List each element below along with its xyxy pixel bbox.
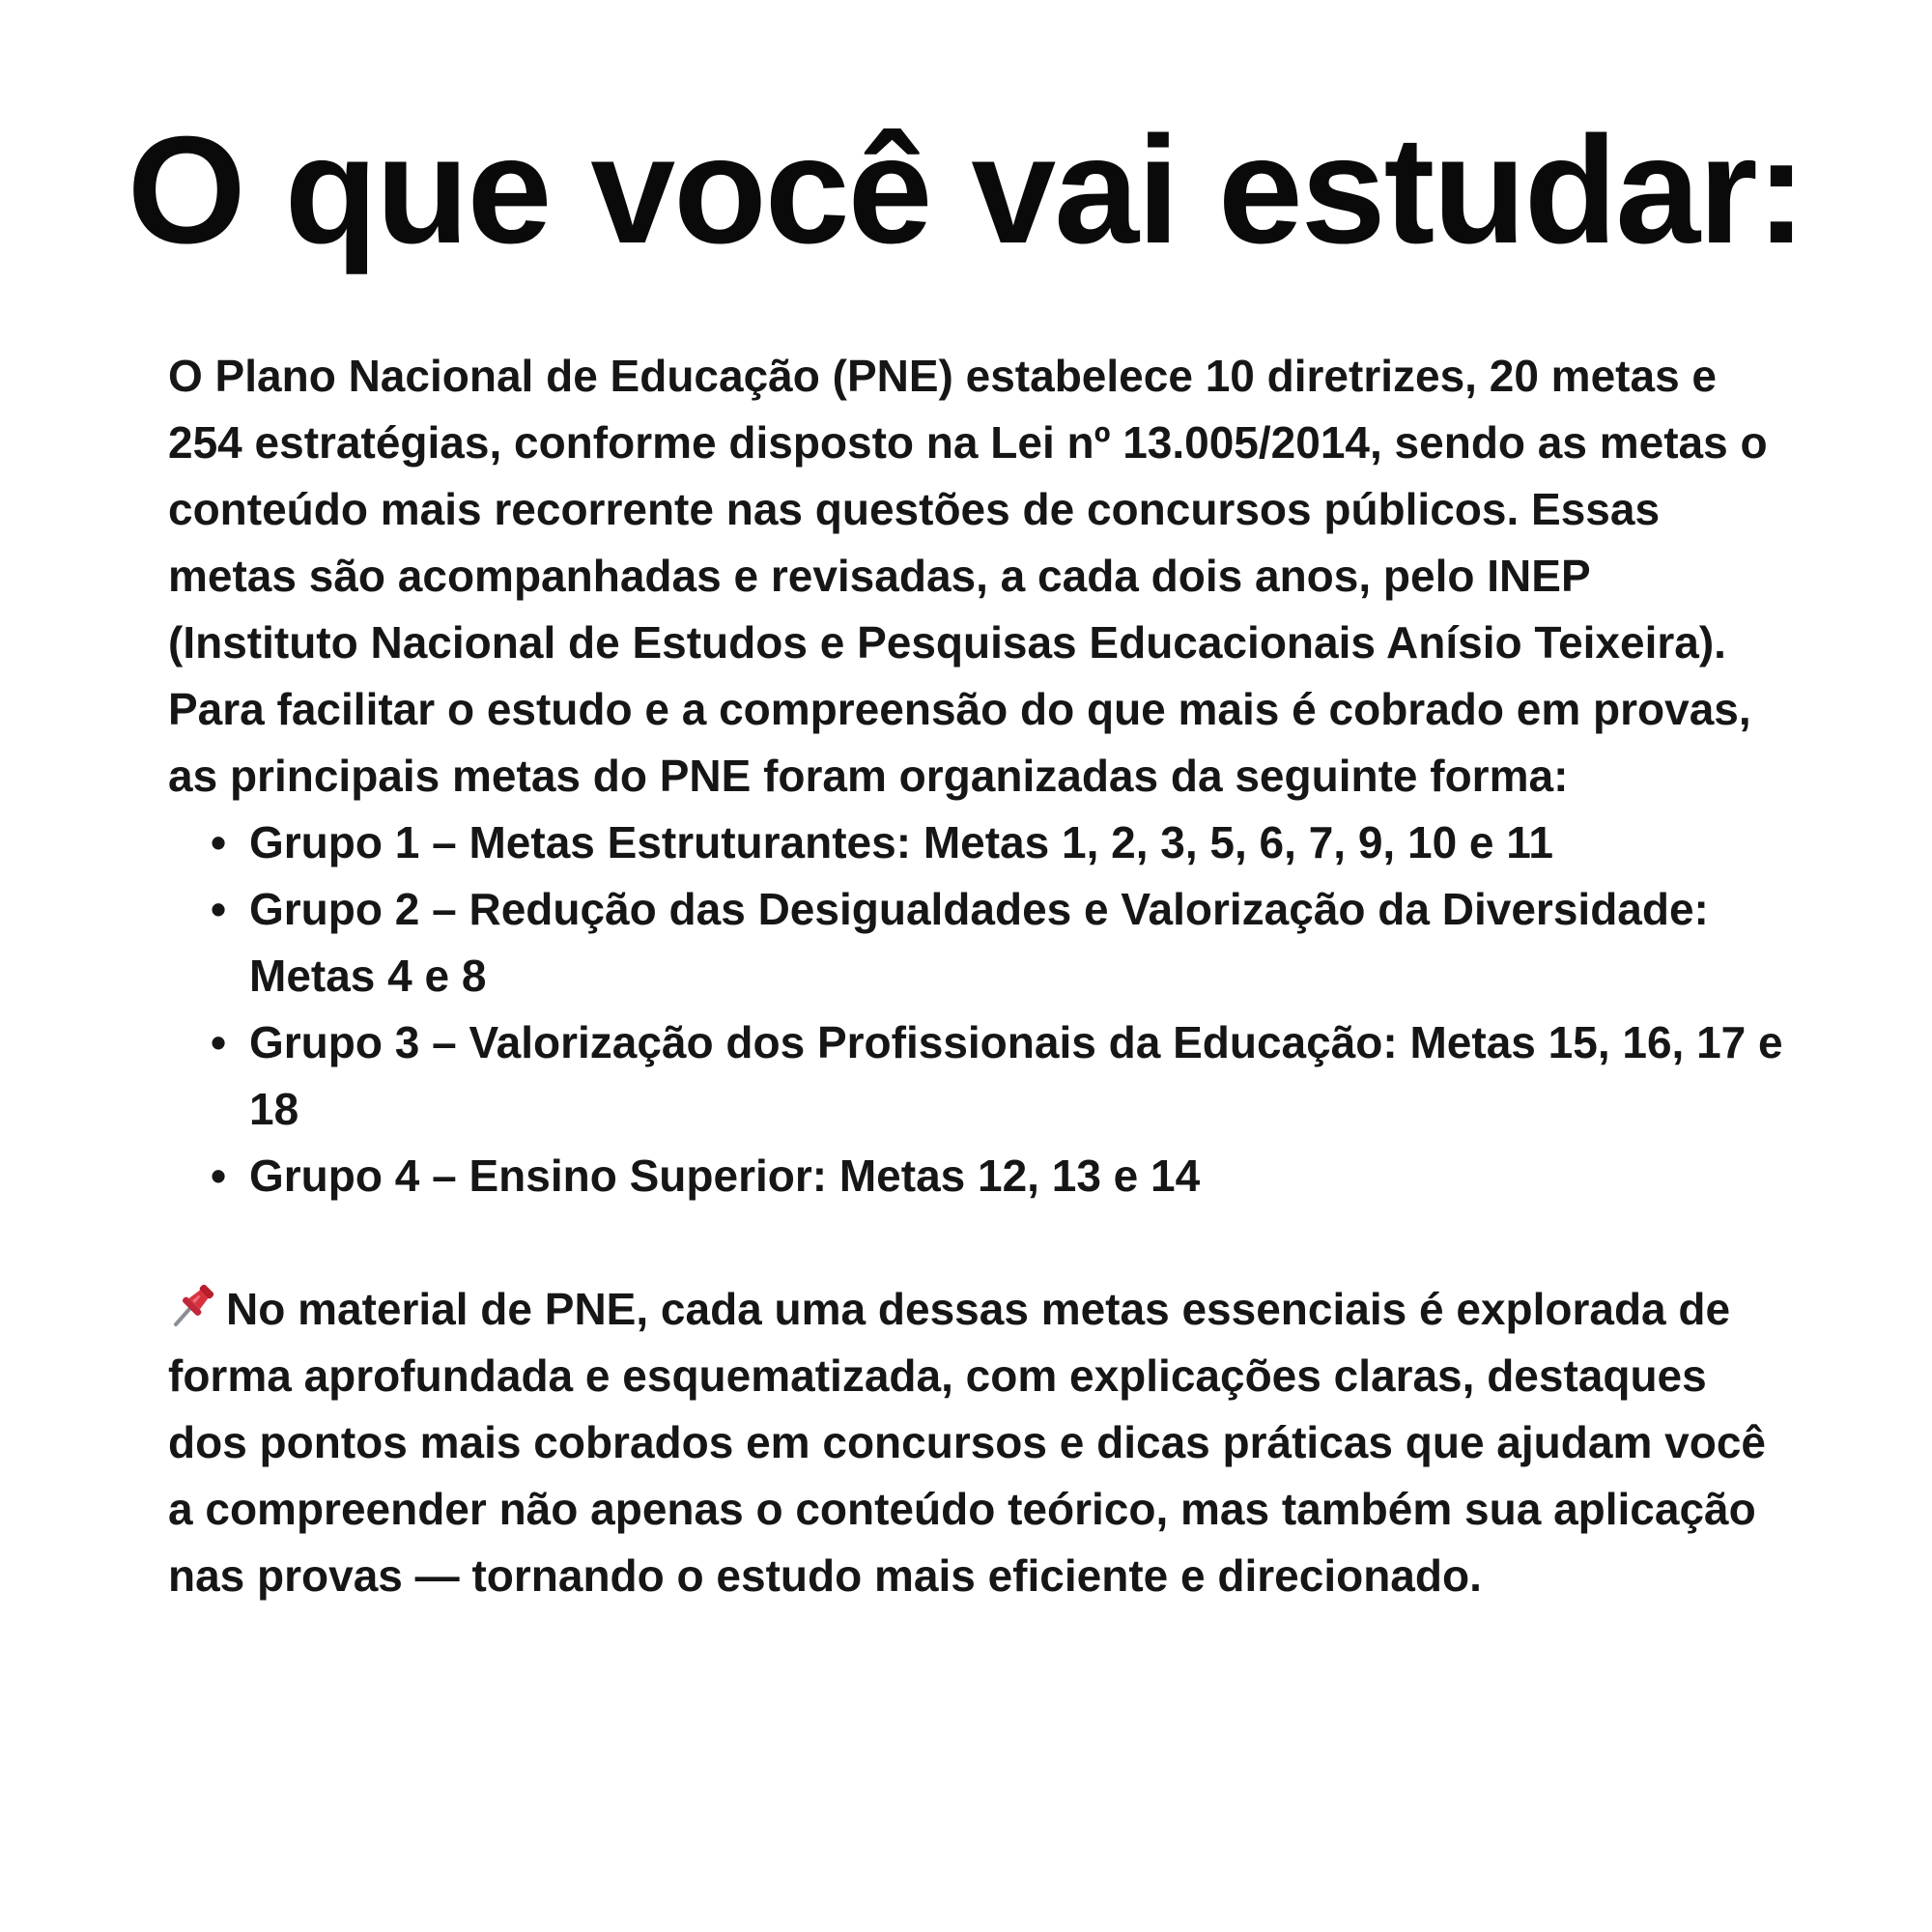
group-3-text: Grupo 3 – Valorização dos Profissionais da Educação: Metas 15, 16, 17 e 18 [249,1017,1783,1134]
group-2-text: Grupo 2 – Redução das Desigualdades e Valorização da Diversidade: Metas 4 e 8 [249,884,1709,1001]
page-title: O que você vai estudar: [127,105,1805,275]
bullet-icon: • [210,817,227,867]
bullet-icon: • [210,1017,227,1067]
pushpin-icon [168,1278,220,1330]
main-content [168,343,1791,1609]
bullet-icon: • [210,1151,227,1201]
list-item [210,1009,1791,1143]
list-item [210,810,1791,876]
list-item [210,1143,1791,1209]
bullet-icon: • [210,884,227,934]
intro-paragraph: O Plano Nacional de Educação (PNE) estabelece 10 diretrizes, 20 metas e 254 estratégias, conforme disposto na Lei nº 13.005/2014, sendo as metas o conteúdo mais recorrente nas questões de concursos públicos. Essas metas são acompanhadas e revisadas, a cada dois anos, pelo INEP (Instituto Nacional de Estudos e Pesquisas Educacionais Anísio Teixeira). Para facilitar o estudo e a compreensão do que mais é cobrado em provas, as principais metas do PNE foram organizadas da seguinte forma: [168,351,1768,801]
note-paragraph [168,1276,1791,1609]
group-1-text: Grupo 1 – Metas Estruturantes: Metas 1, 2, 3, 5, 6, 7, 9, 10 e 11 [249,817,1553,867]
groups-list [168,810,1791,1209]
list-item [210,876,1791,1009]
note-text: No material de PNE, cada uma dessas metas essenciais é explorada de forma aprofundada e esquematizada, com explicações claras, destaques dos pontos mais cobrados em concursos e dicas práticas que ajudam você a compreender não apenas o conteúdo teórico, mas também sua aplicação nas provas — tornando o estudo mais eficiente e direcionado. [168,1284,1766,1601]
group-4-text: Grupo 4 – Ensino Superior: Metas 12, 13 e 14 [249,1151,1201,1201]
